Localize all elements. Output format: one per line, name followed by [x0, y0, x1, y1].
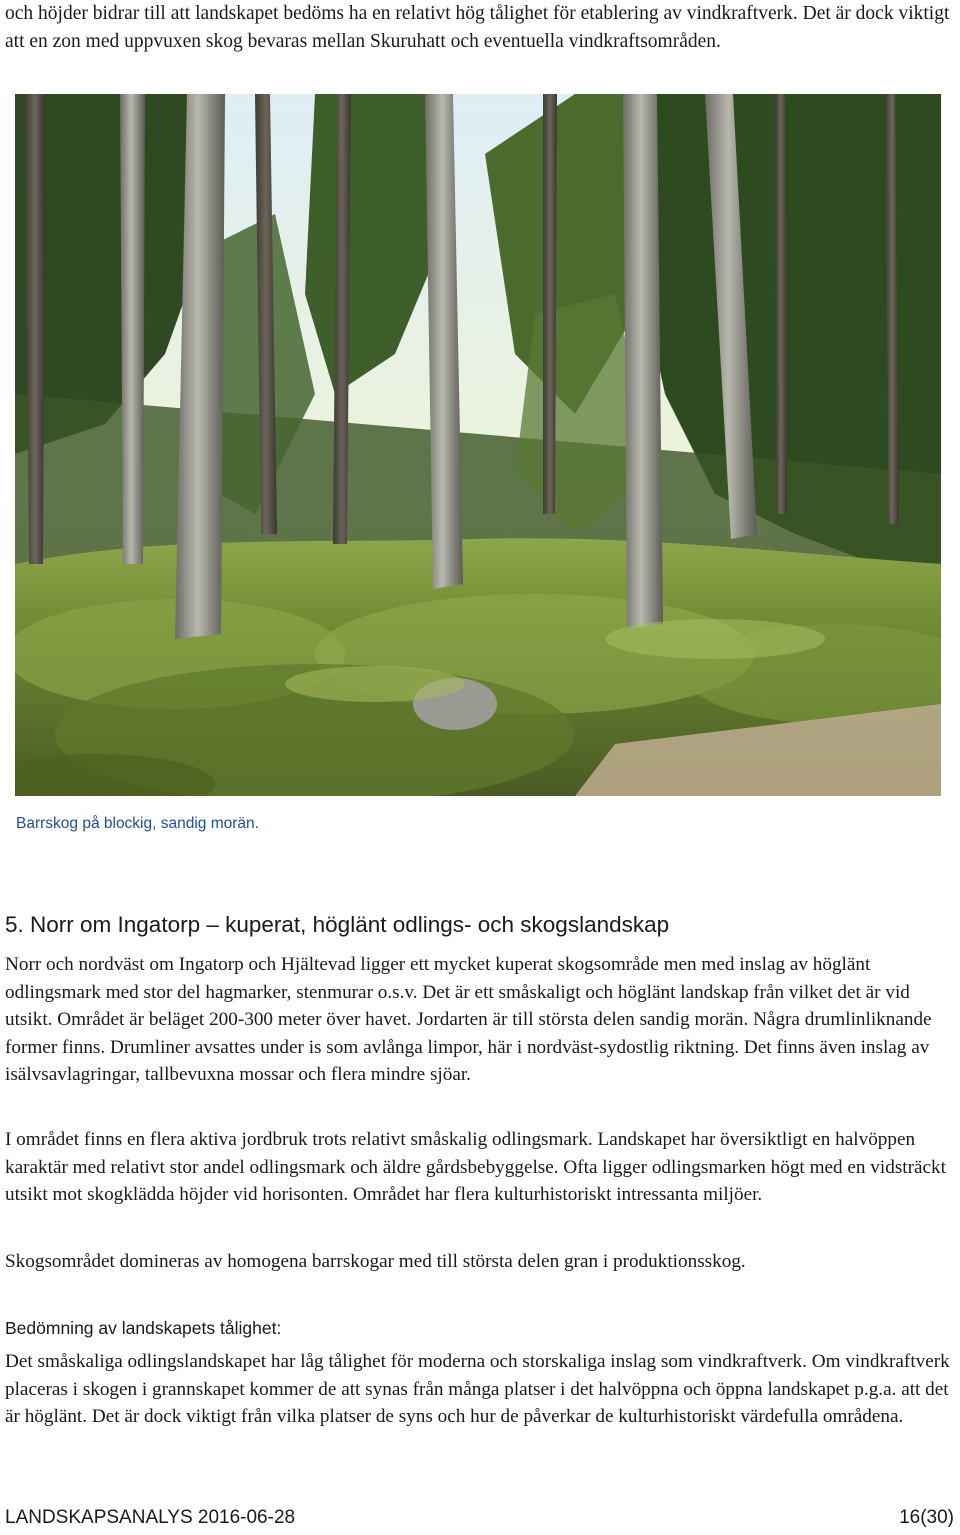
photo-caption: Barrskog på blockig, sandig morän. [16, 815, 259, 832]
intro-paragraph: och höjder bidrar till att landskapet bedöms ha en relativt hög tålighet för etablering av vindkraftverk. Det är dock viktigt att en zon med uppvuxen skog bevaras mellan Skuruhatt och eventuella vindkraftsområden. [5, 3, 950, 52]
page-number: 16(30) [899, 1507, 954, 1528]
section-heading: 5. Norr om Ingatorp – kuperat, höglänt odlings- och skogslandskap [5, 912, 670, 937]
assessment-paragraph: Det småskaliga odlingslandskapet har låg tålighet för moderna och storskaliga inslag som vindkraftverk. Om vindkraftverk placeras i skogen i grannskapet kommer de att synas från många platser i det halvöppna och öppna landskapet p.g.a. att det är höglänt. Det är dock viktigt från vilka platser de syns och hur de påverkar de kulturhistoriskt värdefulla områdena. [5, 1351, 950, 1427]
paragraph-2: I området finns en flera aktiva jordbruk trots relativt småskalig odlingsmark. Landskapet har översiktligt en halvöppen karaktär med relativt stor andel odlingsmark och äldre gårdsbebyggelse. Ofta ligger odlingsmarken högt med en vidsträckt utsikt mot skogklädda höjder vid horisonten. Området har flera kulturhistoriskt intressanta miljöer. [5, 1129, 946, 1205]
paragraph-1: Norr och nordväst om Ingatorp och Hjältevad ligger ett mycket kuperat skogsområde men med inslag av höglänt odlingsmark med stor del hagmarker, stenmurar o.s.v. Det är ett småskaligt och höglänt landskap från vilket det är vid utsikt. Området är beläget 200-300 meter över havet. Jordarten är till största delen sandig morän. Några drumlinliknande former finns. Drumliner avsattes under is som avlånga limpor, här i nordväst-sydostlig riktning. Det finns även inslag av isälvsavlagringar, tallbevuxna mossar och flera mindre sjöar. [5, 954, 932, 1085]
paragraph-3: Skogsområdet domineras av homogena barrskogar med till största delen gran i produktionsskog. [5, 1251, 746, 1272]
footer-title: LANDSKAPSANALYS 2016-06-28 [5, 1507, 296, 1528]
assessment-heading: Bedömning av landskapets tålighet: [5, 1318, 282, 1338]
forest-photo [15, 94, 941, 796]
